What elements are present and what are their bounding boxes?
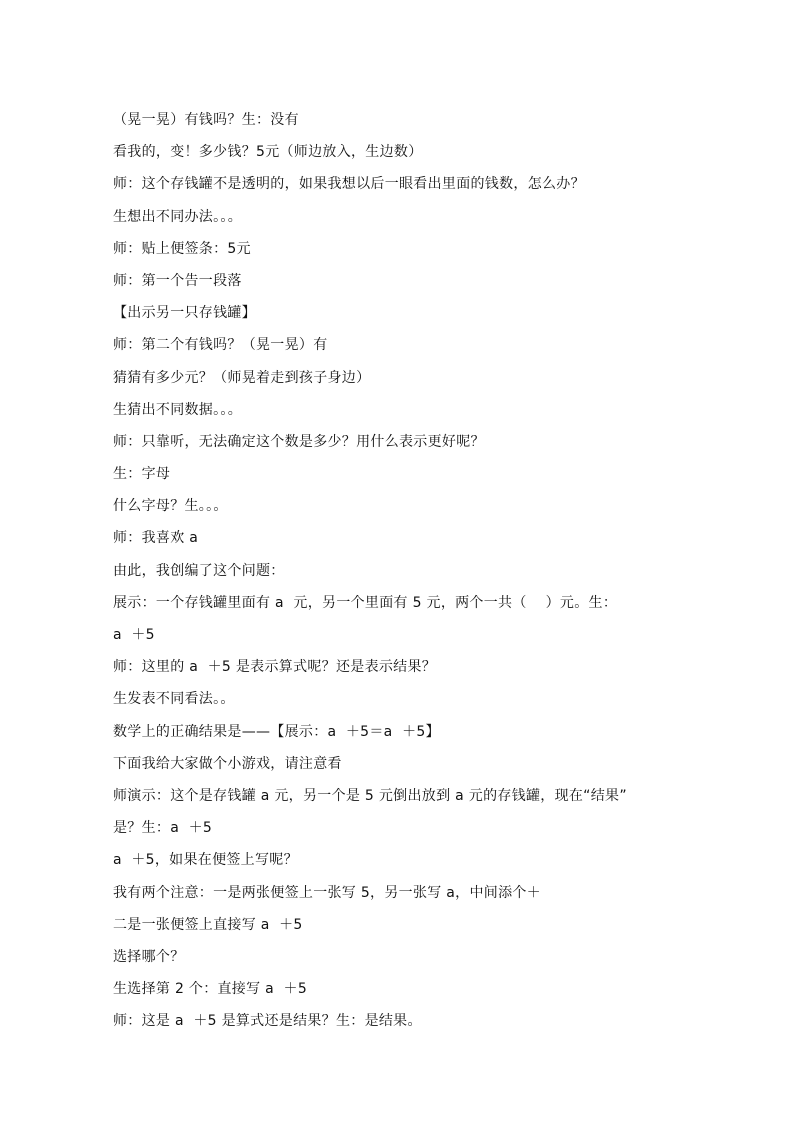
text-line: 师：第一个告一段落 [113, 272, 242, 289]
text-line: 师：这个存钱罐不是透明的，如果我想以后一眼看出里面的钱数，怎么办？ [113, 176, 585, 193]
text-line: 生猜出不同数据。。。 [113, 401, 242, 418]
text-line: 师：只靠听，无法确定这个数是多少？用什么表示更好呢？ [113, 433, 485, 450]
text-line: 二是一张便签上直接写 a ＋5 [113, 916, 303, 933]
text-line: 师：这是 a ＋5 是算式还是结果？生：是结果。 [113, 1013, 422, 1030]
text-line: 什么字母？生。。。 [113, 498, 228, 515]
section-heading: 【出示另一只存钱罐】 [113, 305, 256, 322]
text-line: 师：贴上便签条：5元 [113, 240, 251, 257]
text-line: a ＋5，如果在便签上写呢？ [113, 852, 298, 869]
text-line: 师演示：这个是存钱罐 a 元，另一个是 5 元倒出放到 a 元的存钱罐，现在“结果” [113, 787, 627, 804]
text-line: 选择哪个？ [113, 948, 185, 965]
text-line: 展示：一个存钱罐里面有 a 元，另一个里面有 5 元，两个一共（ ）元。生： [113, 594, 618, 611]
text-line: 师：这里的 a ＋5 是表示算式呢？还是表示结果？ [113, 659, 437, 676]
text-line: 数学上的正确结果是——【展示：a ＋5＝a ＋5】 [113, 723, 440, 740]
text-line: a ＋5 [113, 627, 155, 643]
text-line: 由此，我创编了这个问题： [113, 562, 285, 579]
text-line: 生：字母 [113, 466, 171, 483]
text-line: 生想出不同办法。。。 [113, 208, 242, 225]
text-line: 我有两个注意：一是两张便签上一张写 5，另一张写 a，中间添个＋ [113, 884, 541, 901]
text-line: 猜猜有多少元？（师晃着走到孩子身边） [113, 369, 371, 386]
text-line: 下面我给大家做个小游戏，请注意看 [113, 755, 342, 772]
text-line: 生发表不同看法。。 [113, 691, 235, 708]
document-body [113, 104, 713, 1037]
text-line: （晃一晃）有钱吗？生：没有 [113, 112, 299, 128]
text-line: 师：第二个有钱吗？（晃一晃）有 [113, 337, 328, 354]
text-line: 师：我喜欢 a [113, 530, 199, 547]
text-line: 是？生：a ＋5 [113, 820, 213, 837]
text-line: 看我的，变！多少钱？5元（师边放入，生边数） [113, 144, 423, 161]
text-line: 生选择第 2 个：直接写 a ＋5 [113, 981, 308, 998]
